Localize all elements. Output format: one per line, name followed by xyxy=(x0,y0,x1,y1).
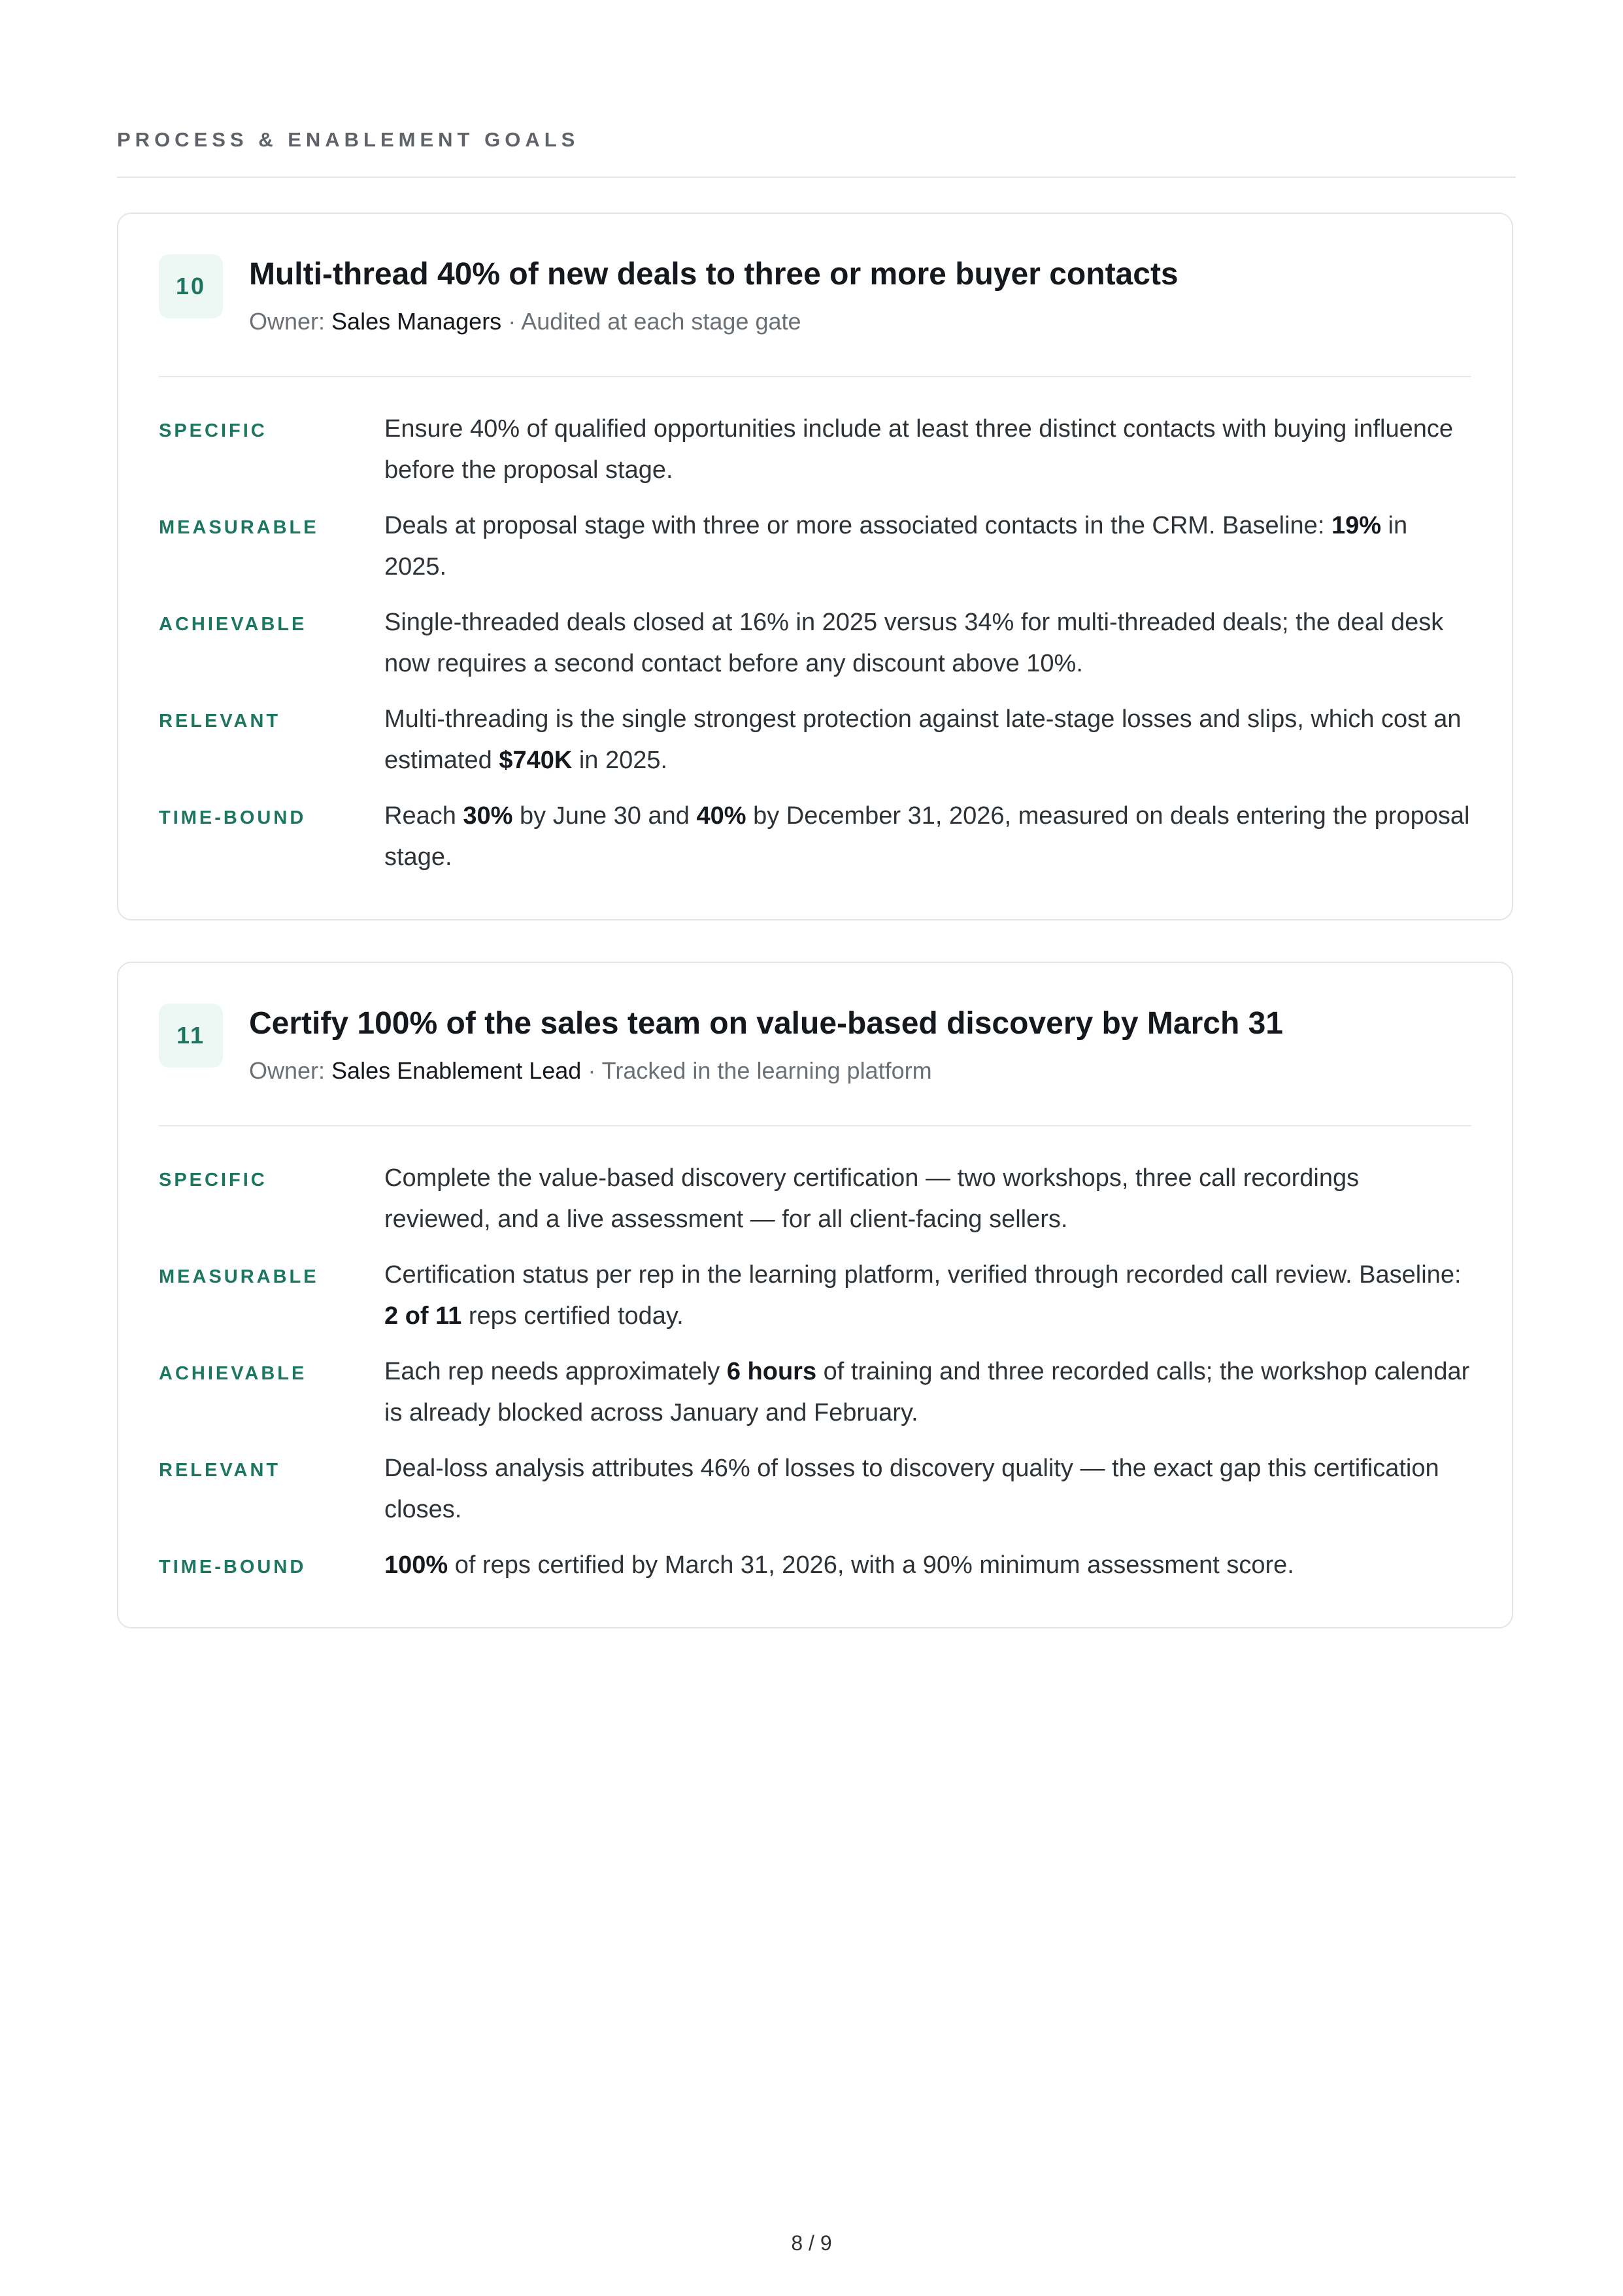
criterion-highlight: $740K xyxy=(499,747,573,774)
criterion-text-part: Reach xyxy=(384,802,463,830)
goal-card xyxy=(117,962,1513,1629)
criterion-text-part: by December 31, 2026, measured on deals entering the proposal stage. xyxy=(384,802,1470,871)
criterion-label: RELEVANT xyxy=(159,711,281,732)
criterion-text xyxy=(384,1545,1471,1586)
criterion-text-part: in 2025. xyxy=(572,747,668,774)
criterion-text-part: Certification status per rep in the learning platform, verified through recorded call review. Baseline: xyxy=(384,1261,1462,1289)
criterion-highlight: 30% xyxy=(463,802,513,830)
criterion-row xyxy=(159,1158,1471,1240)
card-divider xyxy=(159,376,1471,377)
criterion-text xyxy=(384,505,1471,588)
smart-criteria-list xyxy=(159,409,1471,892)
criterion-text xyxy=(384,409,1471,491)
criterion-text-part: Complete the value-based discovery certification — two workshops, three call recordings reviewed, and a live assessment — for all client-facing sellers. xyxy=(384,1164,1360,1233)
page-number: 8 / 9 xyxy=(791,2231,832,2255)
goal-title: Multi-thread 40% of new deals to three or more buyer contacts xyxy=(249,257,1179,292)
criterion-label: MEASURABLE xyxy=(159,1266,319,1287)
goal-title: Certify 100% of the sales team on value-based discovery by March 31 xyxy=(249,1006,1283,1041)
criterion-highlight: 40% xyxy=(696,802,746,830)
criterion-label: ACHIEVABLE xyxy=(159,614,307,635)
criterion-text xyxy=(384,699,1471,781)
section-divider xyxy=(117,177,1516,178)
criterion-text xyxy=(384,1158,1471,1240)
criterion-label: SPECIFIC xyxy=(159,1170,267,1190)
criterion-row xyxy=(159,505,1471,588)
criterion-row xyxy=(159,1351,1471,1434)
criterion-highlight: 19% xyxy=(1331,512,1381,539)
criterion-label: SPECIFIC xyxy=(159,420,267,441)
criterion-text-part: of training and three recorded calls; the workshop calendar is already blocked across January and February. xyxy=(384,1358,1470,1427)
owner-prefix: Owner: xyxy=(249,1057,332,1084)
tracking-note: · Audited at each stage gate xyxy=(501,308,801,335)
criterion-text-part: Each rep needs approximately xyxy=(384,1358,727,1385)
criterion-text-part: Deals at proposal stage with three or more associated contacts in the CRM. Baseline: xyxy=(384,512,1331,539)
owner-prefix: Owner: xyxy=(249,308,332,335)
criterion-text-part: Single-threaded deals closed at 16% in 2025 versus 34% for multi-threaded deals; the deal desk now requires a second contact before any discount above 10%. xyxy=(384,609,1444,677)
criterion-highlight: 2 of 11 xyxy=(384,1302,462,1330)
goal-number-badge: 11 xyxy=(159,1004,223,1068)
criterion-row xyxy=(159,796,1471,878)
criterion-label: MEASURABLE xyxy=(159,517,319,538)
criterion-row xyxy=(159,1545,1471,1586)
criterion-row xyxy=(159,1448,1471,1530)
criterion-row xyxy=(159,699,1471,781)
criterion-row xyxy=(159,1255,1471,1337)
criterion-text xyxy=(384,796,1471,878)
criterion-row xyxy=(159,602,1471,684)
goal-number-badge: 10 xyxy=(159,254,223,318)
criterion-label: TIME-BOUND xyxy=(159,1557,307,1578)
criterion-text xyxy=(384,1351,1471,1434)
criterion-text-part: Ensure 40% of qualified opportunities include at least three distinct contacts with buying influence before the proposal stage. xyxy=(384,415,1453,484)
criterion-text xyxy=(384,1255,1471,1337)
goal-card xyxy=(117,212,1513,920)
criterion-label: TIME-BOUND xyxy=(159,807,307,828)
criterion-row xyxy=(159,409,1471,491)
owner-name: Sales Enablement Lead xyxy=(331,1057,582,1084)
criterion-text-part: Deal-loss analysis attributes 46% of losses to discovery quality — the exact gap this certification closes. xyxy=(384,1455,1439,1523)
criterion-highlight: 100% xyxy=(384,1551,448,1579)
owner-name: Sales Managers xyxy=(331,308,502,335)
criterion-text-part: by June 30 and xyxy=(512,802,697,830)
criterion-text-part: Multi-threading is the single strongest protection against late-stage losses and slips, which cost an estimated xyxy=(384,705,1462,774)
card-divider xyxy=(159,1125,1471,1126)
tracking-note: · Tracked in the learning platform xyxy=(581,1057,932,1084)
criterion-text xyxy=(384,602,1471,684)
criterion-highlight: 6 hours xyxy=(726,1358,817,1385)
criterion-label: ACHIEVABLE xyxy=(159,1363,307,1384)
section-heading: PROCESS & ENABLEMENT GOALS xyxy=(117,128,580,151)
goal-owner-line xyxy=(249,307,801,337)
criterion-text-part: of reps certified by March 31, 2026, with a 90% minimum assessment score. xyxy=(448,1551,1294,1579)
smart-criteria-list xyxy=(159,1158,1471,1600)
goal-owner-line xyxy=(249,1056,932,1086)
criterion-label: RELEVANT xyxy=(159,1460,281,1481)
criterion-text xyxy=(384,1448,1471,1530)
criterion-text-part: in 2025. xyxy=(384,512,1408,581)
criterion-text-part: reps certified today. xyxy=(461,1302,684,1330)
